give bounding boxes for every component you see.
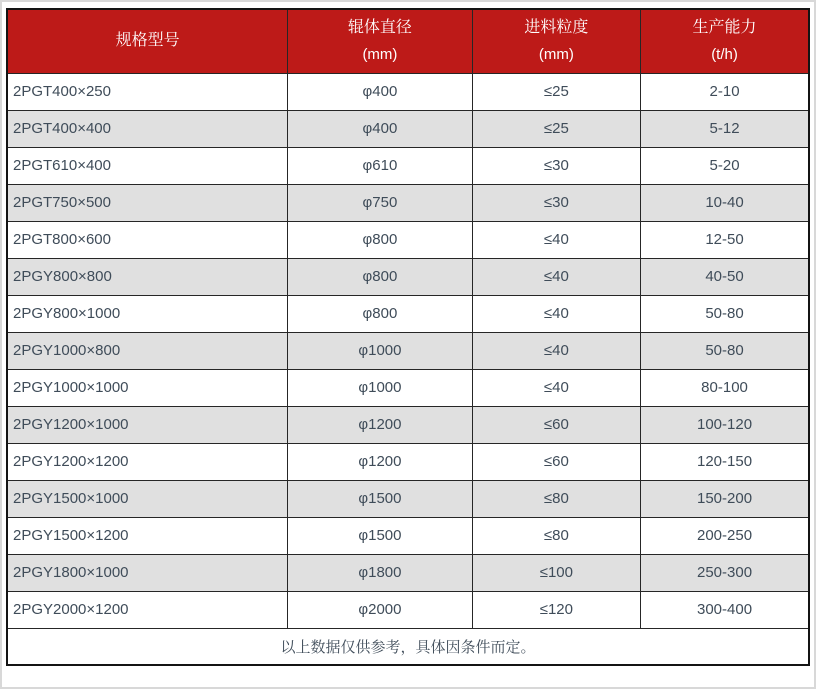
roller-diameter-cell: φ1200 [288,443,472,480]
table-row [7,295,809,332]
capacity-cell: 5-12 [641,110,809,147]
footnote-row [7,628,809,665]
feed-size-cell: ≤30 [472,147,640,184]
model-cell: 2PGT400×400 [7,110,288,147]
column-header-label: 进料粒度 [524,18,589,36]
capacity-cell: 5-20 [641,147,809,184]
model-cell: 2PGY2000×1200 [7,591,288,628]
spec-table-header [7,9,809,73]
roller-diameter-cell: φ400 [288,110,472,147]
column-header-label: 规格型号 [115,31,180,49]
table-row [7,258,809,295]
capacity-cell: 40-50 [641,258,809,295]
table-row [7,110,809,147]
capacity-cell: 120-150 [641,443,809,480]
feed-size-cell: ≤80 [472,480,640,517]
feed-size-cell: ≤25 [472,110,640,147]
feed-size-cell: ≤60 [472,443,640,480]
roller-diameter-cell: φ1000 [288,369,472,406]
spec-table [6,8,810,666]
table-row [7,221,809,258]
roller-diameter-cell: φ2000 [288,591,472,628]
header-row [7,9,809,73]
model-cell: 2PGT400×250 [7,73,288,110]
model-cell: 2PGY800×1000 [7,295,288,332]
table-row [7,369,809,406]
column-header-label: 生产能力 [692,18,757,36]
table-row [7,517,809,554]
capacity-cell: 300-400 [641,591,809,628]
spec-table-body [7,73,809,628]
table-row [7,443,809,480]
feed-size-cell: ≤60 [472,406,640,443]
feed-size-cell: ≤25 [472,73,640,110]
capacity-cell: 100-120 [641,406,809,443]
capacity-cell: 12-50 [641,221,809,258]
table-row [7,147,809,184]
feed-size-cell: ≤40 [472,221,640,258]
roller-diameter-cell: φ1200 [288,406,472,443]
model-cell: 2PGY1800×1000 [7,554,288,591]
feed-size-cell: ≤40 [472,258,640,295]
roller-diameter-cell: φ800 [288,221,472,258]
model-cell: 2PGY1500×1000 [7,480,288,517]
model-cell: 2PGT610×400 [7,147,288,184]
feed-size-cell: ≤80 [472,517,640,554]
capacity-cell: 250-300 [641,554,809,591]
model-cell: 2PGY1200×1000 [7,406,288,443]
capacity-cell: 150-200 [641,480,809,517]
roller-diameter-cell: φ750 [288,184,472,221]
model-cell: 2PGT750×500 [7,184,288,221]
roller-diameter-cell: φ800 [288,295,472,332]
table-row [7,406,809,443]
feed-size-cell: ≤40 [472,295,640,332]
model-cell: 2PGY1000×800 [7,332,288,369]
capacity-cell: 200-250 [641,517,809,554]
capacity-cell: 80-100 [641,369,809,406]
table-row [7,184,809,221]
table-row [7,480,809,517]
model-cell: 2PGY800×800 [7,258,288,295]
roller-diameter-cell: φ400 [288,73,472,110]
capacity-cell: 2-10 [641,73,809,110]
feed-size-cell: ≤100 [472,554,640,591]
footnote-text: 以上数据仅供参考，具体因条件而定。 [7,628,809,665]
roller-diameter-cell: φ1800 [288,554,472,591]
capacity-cell: 10-40 [641,184,809,221]
capacity-cell: 50-80 [641,295,809,332]
column-header-roller-diameter [288,9,472,73]
model-cell: 2PGY1200×1200 [7,443,288,480]
roller-diameter-cell: φ1000 [288,332,472,369]
spec-table-footer [7,628,809,665]
roller-diameter-cell: φ1500 [288,480,472,517]
feed-size-cell: ≤30 [472,184,640,221]
column-header-feed-size [472,9,640,73]
table-row [7,591,809,628]
model-cell: 2PGY1000×1000 [7,369,288,406]
column-header-unit: (t/h) [711,46,738,64]
model-cell: 2PGY1500×1200 [7,517,288,554]
roller-diameter-cell: φ1500 [288,517,472,554]
table-row [7,73,809,110]
column-header-capacity [641,9,809,73]
feed-size-cell: ≤40 [472,369,640,406]
column-header-unit: (mm) [362,46,398,64]
roller-diameter-cell: φ800 [288,258,472,295]
table-row [7,554,809,591]
feed-size-cell: ≤40 [472,332,640,369]
roller-diameter-cell: φ610 [288,147,472,184]
column-header-model [7,9,288,73]
table-row [7,332,809,369]
capacity-cell: 50-80 [641,332,809,369]
model-cell: 2PGT800×600 [7,221,288,258]
feed-size-cell: ≤120 [472,591,640,628]
column-header-unit: (mm) [538,46,574,64]
column-header-label: 辊体直径 [347,18,412,36]
